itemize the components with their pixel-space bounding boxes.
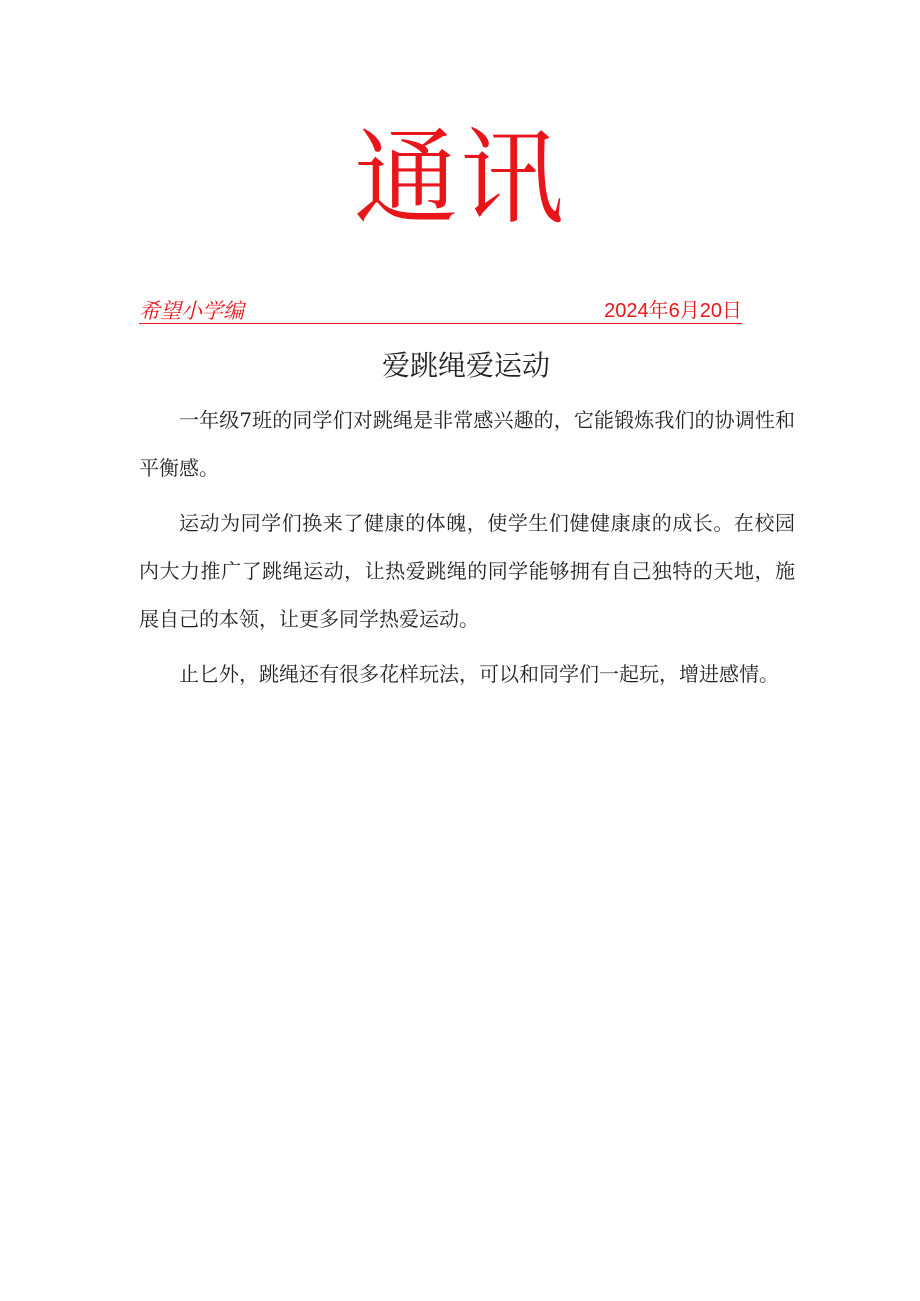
article-paragraph: 运动为同学们换来了健康的体魄，使学生们健健康康的成长。在校园内大力推广了跳绳运动，让热爱跳绳的同学能够拥有自己独特的天地，施展自己的本领，让更多同学热爱运动。: [139, 511, 795, 631]
newsletter-masthead-title: 通讯: [353, 117, 566, 239]
article-paragraph: 止匕外，跳绳还有很多花样玩法，可以和同学们一起玩，增进感情。: [179, 662, 779, 686]
issue-date: 2024年6月20日: [604, 300, 742, 322]
article-title: 爱跳绳爱运动: [381, 349, 550, 382]
publisher-label: 希望小学编: [139, 299, 244, 323]
newsletter-info-bar: [139, 296, 742, 326]
header-divider-line: [139, 323, 742, 324]
article-body: [139, 396, 795, 705]
article-paragraph: 一年级7班的同学们对跳绳是非常感兴趣的，它能锻炼我们的协调性和平衡感。: [139, 408, 795, 480]
